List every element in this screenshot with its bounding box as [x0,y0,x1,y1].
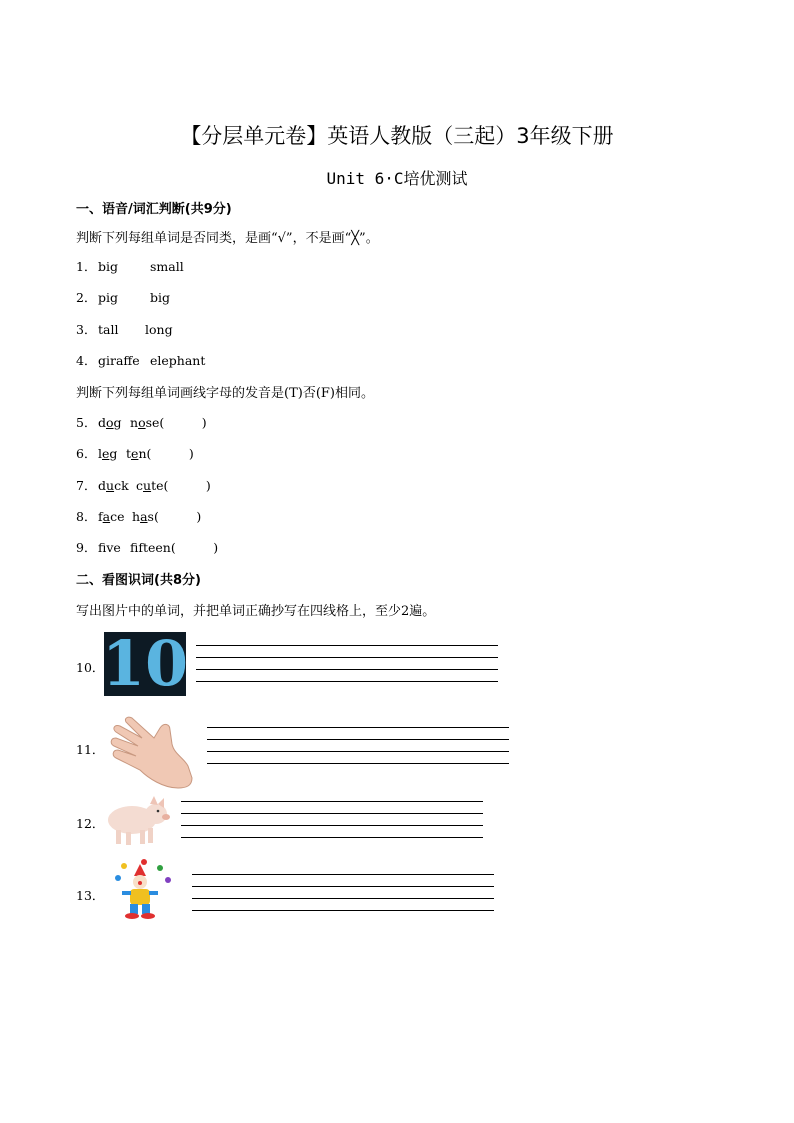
word-2: big [150,290,171,305]
question-4 [76,351,205,369]
question-10-number: 10． [76,660,105,675]
answer-blank[interactable]: ( ) [170,540,219,555]
question-1 [76,257,184,275]
word-1: giraffe [98,353,140,368]
section2-instruction: 写出图片中的单词，并把单词正确抄写在四线格上，至少2遍。 [76,604,436,619]
four-line-grid[interactable] [207,727,509,775]
word-1: big [98,259,119,274]
section2-heading: 二、看图识词(共8分) [76,573,201,588]
answer-blank[interactable]: ( ) [159,415,207,430]
word-2: has [132,509,154,524]
section1-heading: 一、语音/词汇判断(共9分) [76,202,232,217]
question-11-number: 11． [76,742,105,757]
word-1: face [98,509,125,524]
pig-image [104,792,172,848]
word-1: pig [98,290,119,305]
question-9 [76,538,218,556]
word-2: nose [130,415,160,430]
four-line-grid[interactable] [181,801,483,849]
question-number: 3． [76,322,97,337]
question-number: 1． [76,259,97,274]
word-2: long [145,322,173,337]
question-number: 8． [76,509,97,524]
word-2: cute [136,478,164,493]
question-number: 4． [76,353,97,368]
question-6 [76,444,194,462]
word-2: small [150,259,184,274]
question-number: 6． [76,446,97,461]
section1-instruction-a: 判断下列每组单词是否同类，是画“√”，不是画“╳”。 [76,231,379,246]
question-3 [76,320,173,338]
question-8 [76,507,201,525]
answer-blank[interactable]: ( ) [163,478,211,493]
question-7 [76,476,211,494]
four-line-grid[interactable] [196,645,498,693]
clown-image [110,858,174,920]
question-2 [76,288,170,306]
page-title: 【分层单元卷】英语人教版（三起）3年级下册 [180,124,614,148]
four-line-grid[interactable] [192,874,494,922]
answer-blank[interactable]: ( ) [153,509,202,524]
word-1: leg [98,446,118,461]
word-1: duck [98,478,129,493]
question-number: 7． [76,478,97,493]
question-13-number: 13． [76,888,105,903]
question-number: 5． [76,415,97,430]
question-12-number: 12． [76,816,105,831]
word-1: dog [98,415,122,430]
number-ten-image [101,627,189,700]
hand-image [108,714,198,790]
number-ten-text: 10 [101,627,189,700]
question-number: 2． [76,290,97,305]
word-2: elephant [150,353,206,368]
word-2: ffteen [130,540,171,555]
question-number: 9． [76,540,97,555]
word-1: tall [98,322,119,337]
word-1: fve [98,540,121,555]
page-subtitle: Unit 6·C培优测试 [326,169,468,188]
section1-instruction-b: 判断下列每组单词画线字母的发音是(T)否(F)相同。 [76,386,374,401]
word-2: ten [126,446,147,461]
answer-blank[interactable]: ( ) [146,446,194,461]
question-5 [76,413,207,431]
